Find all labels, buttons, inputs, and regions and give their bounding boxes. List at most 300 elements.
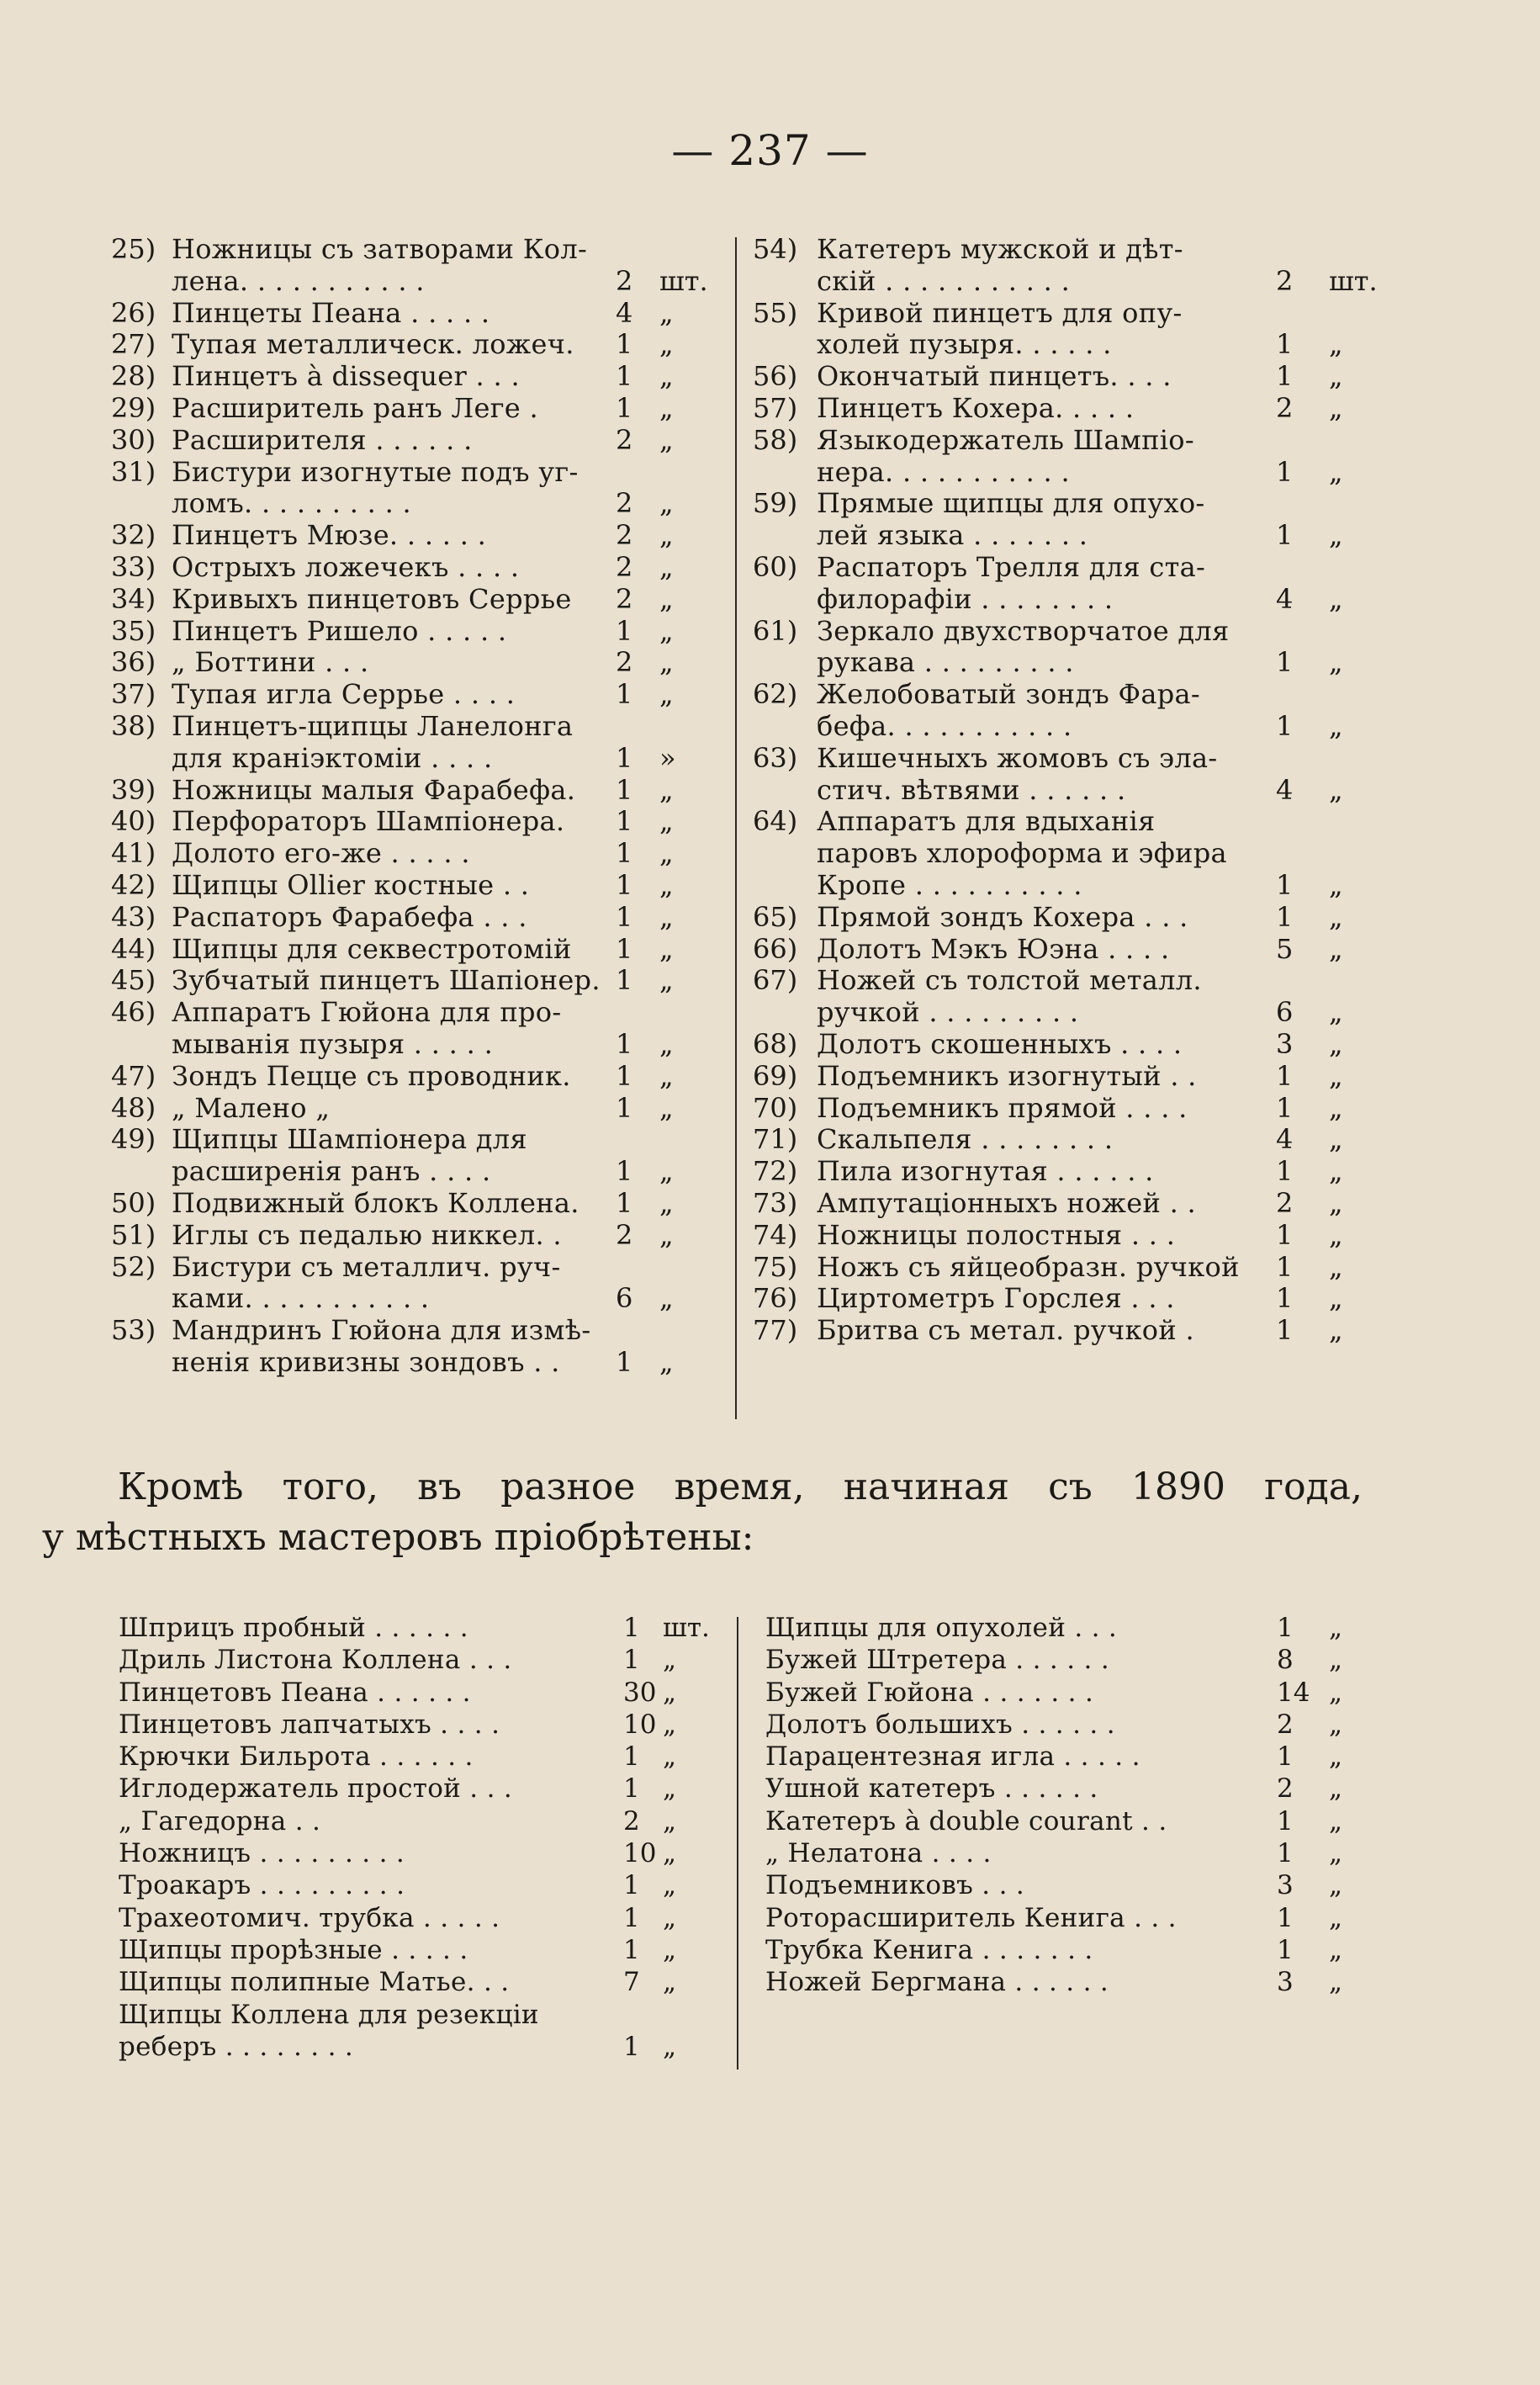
- item-text: Кишечныхъ жомовъ съ эла-: [817, 741, 1218, 774]
- list-item: [753, 743, 1358, 775]
- item-unit: „: [659, 900, 674, 933]
- item-text: Кропе . . . . . . . . . .: [817, 868, 1082, 901]
- item-number: 32): [111, 519, 156, 552]
- item-quantity: 8: [1277, 1645, 1294, 1676]
- list-item: [111, 965, 733, 997]
- list-item: [753, 806, 1358, 838]
- item-quantity: 1: [616, 1186, 633, 1219]
- item-unit: „: [659, 391, 674, 424]
- item-text: Ножницы съ затворами Кол-: [172, 233, 588, 265]
- item-quantity: 7: [623, 1967, 640, 1998]
- list-item: [765, 1677, 1346, 1709]
- item-text: нера. . . . . . . . . . .: [817, 455, 1070, 488]
- list-item: [111, 934, 733, 966]
- item-quantity: 1: [623, 1741, 640, 1773]
- item-unit: „: [1329, 1773, 1343, 1805]
- item-unit: „: [659, 296, 674, 329]
- item-number: 41): [111, 837, 156, 870]
- list-item: [765, 1644, 1346, 1676]
- item-unit: „: [659, 932, 674, 965]
- second-right-column-list: [765, 1612, 1346, 1999]
- item-text: Прямые щипцы для опухо-: [817, 487, 1205, 520]
- item-number: 52): [111, 1250, 156, 1283]
- item-quantity: 4: [1276, 1123, 1294, 1156]
- item-text: Катетеръ мужской и дѣт-: [817, 233, 1183, 265]
- list-item: [111, 1029, 733, 1061]
- list-item: [111, 838, 733, 870]
- item-quantity: 4: [616, 296, 633, 329]
- list-item: [111, 425, 733, 457]
- list-item: [753, 298, 1358, 330]
- item-unit: „: [659, 582, 674, 615]
- item-quantity: 1: [1277, 1741, 1294, 1773]
- list-item: [111, 647, 733, 679]
- item-unit: „: [1329, 1709, 1343, 1740]
- list-item: [753, 870, 1358, 902]
- item-quantity: 1: [616, 360, 633, 393]
- item-text: Бужей Гюйона . . . . . . .: [765, 1677, 1094, 1708]
- item-number: 37): [111, 678, 156, 711]
- item-unit: „: [1329, 1218, 1343, 1251]
- item-text: скій . . . . . . . . . . .: [817, 264, 1071, 297]
- item-number: 67): [753, 964, 798, 997]
- item-text: реберъ . . . . . . . .: [119, 2031, 354, 2062]
- list-item: [753, 1029, 1358, 1061]
- item-number: 68): [753, 1027, 798, 1060]
- item-text: Ножницъ . . . . . . . . .: [119, 1838, 405, 1869]
- item-text: ломъ. . . . . . . . . .: [172, 487, 412, 520]
- item-text: Щипцы прорѣзные . . . . .: [119, 1934, 468, 1965]
- item-text: Щипцы для опухолей . . .: [765, 1613, 1118, 1643]
- item-unit: „: [1329, 1741, 1343, 1773]
- item-number: 59): [753, 487, 798, 520]
- list-item: [119, 1966, 724, 1998]
- item-quantity: 1: [1276, 360, 1294, 393]
- item-number: 75): [753, 1250, 798, 1283]
- item-number: 44): [111, 932, 156, 965]
- item-quantity: 10: [623, 1838, 657, 1869]
- item-unit: „: [1329, 360, 1343, 393]
- list-item: [753, 1124, 1358, 1156]
- item-text: Щипцы для секвестротомій: [172, 932, 572, 965]
- list-item: [111, 552, 733, 584]
- item-quantity: 1: [1277, 1902, 1294, 1933]
- item-text: Пинцетовъ лапчатыхъ . . . .: [119, 1709, 500, 1740]
- item-text: Острыхъ ложечекъ . . . .: [172, 550, 520, 583]
- list-item: [111, 520, 733, 552]
- item-unit: шт.: [659, 264, 708, 297]
- item-unit: „: [659, 1027, 674, 1060]
- item-text: Распаторъ Фарабефа . . .: [172, 900, 527, 933]
- item-text: Пинцетовъ Пеана . . . . . .: [119, 1677, 471, 1708]
- item-quantity: 2: [616, 487, 633, 520]
- list-item: [753, 647, 1358, 679]
- item-unit: „: [663, 1805, 677, 1836]
- list-item: [765, 1869, 1346, 1901]
- item-quantity: 2: [1277, 1773, 1294, 1805]
- item-text: Прямой зондъ Кохера . . .: [817, 900, 1188, 933]
- item-quantity: 2: [1276, 1186, 1294, 1219]
- item-quantity: 1: [616, 1059, 633, 1092]
- item-unit: „: [659, 868, 674, 901]
- item-text: Ножей съ толстой металл.: [817, 964, 1202, 997]
- item-number: 63): [753, 741, 798, 774]
- item-unit: „: [663, 2031, 677, 2062]
- item-quantity: 2: [616, 519, 633, 552]
- item-number: 62): [753, 678, 798, 711]
- list-item: [765, 1741, 1346, 1773]
- list-item: [753, 1093, 1358, 1125]
- item-text: Мандринъ Гюйона для измѣ-: [172, 1314, 591, 1347]
- item-text: Тупая игла Серрье . . . .: [172, 678, 516, 711]
- item-number: 31): [111, 455, 156, 488]
- item-number: 50): [111, 1186, 156, 1219]
- item-text: Кривыхъ пинцетовъ Серрье: [172, 582, 572, 615]
- item-quantity: 2: [623, 1805, 640, 1836]
- list-item: [119, 1869, 724, 1901]
- item-text: Пинцетъ Ришело . . . . .: [172, 614, 507, 647]
- item-quantity: 30: [623, 1677, 657, 1708]
- item-unit: „: [1329, 1967, 1343, 1998]
- list-item: [753, 838, 1358, 870]
- item-quantity: 1: [616, 678, 633, 711]
- paragraph-line-2: у мѣстныхъ мастеровъ пріобрѣтены:: [42, 1516, 754, 1559]
- item-number: 72): [753, 1155, 798, 1188]
- item-unit: »: [659, 741, 676, 774]
- item-number: 77): [753, 1314, 798, 1347]
- item-quantity: 1: [623, 2031, 640, 2062]
- item-unit: „: [659, 614, 674, 647]
- list-item: [111, 393, 733, 425]
- item-unit: „: [659, 550, 674, 583]
- item-text: Пинцетъ Мюзе. . . . . .: [172, 519, 487, 552]
- list-item: [753, 234, 1358, 266]
- item-unit: „: [1329, 1870, 1343, 1901]
- item-number: 45): [111, 964, 156, 997]
- item-number: 38): [111, 709, 156, 742]
- item-unit: „: [1329, 1282, 1343, 1315]
- item-unit: „: [1329, 519, 1343, 552]
- list-item: [111, 1188, 733, 1220]
- list-item: [765, 1902, 1346, 1934]
- list-item: [111, 266, 733, 298]
- item-quantity: 6: [1276, 996, 1294, 1029]
- item-text: Пила изогнутая . . . . . .: [817, 1155, 1154, 1188]
- item-quantity: 1: [616, 837, 633, 870]
- item-number: 40): [111, 805, 156, 838]
- item-quantity: 2: [1276, 264, 1294, 297]
- item-quantity: 1: [616, 391, 633, 424]
- item-text: ненія кривизны зондовъ . .: [172, 1345, 560, 1378]
- second-left-column-list: [119, 1612, 724, 2063]
- item-unit: „: [659, 1059, 674, 1092]
- item-text: Зондъ Пецце съ проводник.: [172, 1059, 571, 1092]
- item-text: Долотъ большихъ . . . . . .: [765, 1709, 1115, 1740]
- item-quantity: 5: [1276, 932, 1294, 965]
- list-item: [765, 1709, 1346, 1741]
- list-item: [753, 425, 1358, 457]
- second-column-divider: [737, 1617, 738, 2070]
- list-item: [111, 743, 733, 775]
- item-quantity: 1: [616, 900, 633, 933]
- list-item: [753, 329, 1358, 361]
- list-item: [765, 1934, 1346, 1966]
- item-number: 65): [753, 900, 798, 933]
- intro-paragraph: [42, 1462, 1363, 1563]
- item-text: стич. вѣтвями . . . . . .: [817, 773, 1126, 806]
- item-text: Подъемникъ прямой . . . .: [817, 1091, 1188, 1124]
- item-quantity: 1: [1277, 1934, 1294, 1965]
- list-item: [111, 1061, 733, 1093]
- item-quantity: 3: [1276, 1027, 1294, 1060]
- item-unit: „: [1329, 1645, 1343, 1676]
- list-item: [765, 1837, 1346, 1869]
- list-item: [753, 1315, 1358, 1347]
- list-item: [111, 361, 733, 393]
- item-text: Циртометръ Горслея . . .: [817, 1282, 1175, 1315]
- item-number: 54): [753, 233, 798, 265]
- item-number: 53): [111, 1314, 156, 1347]
- list-item: [111, 234, 733, 266]
- item-unit: „: [1329, 582, 1343, 615]
- item-text: Ножей Бергмана . . . . . .: [765, 1967, 1109, 1998]
- list-item: [111, 1315, 733, 1347]
- list-item: [753, 775, 1358, 807]
- column-divider: [735, 237, 737, 1419]
- item-text: Языкодержатель Шампіо-: [817, 423, 1194, 456]
- item-quantity: 1: [623, 1870, 640, 1901]
- item-unit: „: [1329, 1186, 1343, 1219]
- item-quantity: 4: [1276, 773, 1294, 806]
- item-quantity: 3: [1277, 1870, 1294, 1901]
- item-quantity: 1: [623, 1902, 640, 1933]
- item-unit: „: [659, 805, 674, 838]
- item-quantity: 1: [616, 741, 633, 774]
- list-item: [753, 1252, 1358, 1284]
- item-quantity: 1: [616, 773, 633, 806]
- item-unit: „: [1329, 868, 1343, 901]
- item-text: филорафіи . . . . . . . .: [817, 582, 1114, 615]
- item-unit: „: [659, 678, 674, 711]
- list-item: [119, 1644, 724, 1676]
- item-text: Крючки Бильрота . . . . . .: [119, 1741, 474, 1773]
- item-unit: „: [1329, 1314, 1343, 1347]
- left-column-list: [111, 234, 733, 1379]
- list-item: [753, 361, 1358, 393]
- list-item: [111, 775, 733, 807]
- item-number: 55): [753, 296, 798, 329]
- item-unit: „: [663, 1838, 677, 1869]
- item-text: Иглодержатель простой . . .: [119, 1773, 513, 1805]
- item-text: Тупая металлическ. ложеч.: [172, 328, 574, 361]
- list-item: [119, 1805, 724, 1837]
- item-unit: „: [663, 1934, 677, 1965]
- item-quantity: 1: [1276, 1250, 1294, 1283]
- page-number: — 237 —: [671, 126, 869, 175]
- item-text: рукава . . . . . . . . .: [817, 646, 1074, 679]
- item-unit: „: [1329, 1059, 1343, 1092]
- item-number: 33): [111, 550, 156, 583]
- item-unit: „: [659, 1091, 674, 1124]
- item-unit: „: [1329, 455, 1343, 488]
- item-text: Распаторъ Трелля для ста-: [817, 550, 1206, 583]
- item-unit: „: [1329, 1091, 1343, 1124]
- list-item: [753, 552, 1358, 584]
- item-text: Расширителя . . . . . .: [172, 423, 473, 456]
- list-item: [119, 1773, 724, 1805]
- item-quantity: 1: [616, 1091, 633, 1124]
- item-text: Ножницы малыя Фарабефа.: [172, 773, 576, 806]
- item-number: 39): [111, 773, 156, 806]
- list-item: [753, 679, 1358, 711]
- item-number: 69): [753, 1059, 798, 1092]
- list-item: [753, 616, 1358, 648]
- item-number: 36): [111, 646, 156, 679]
- item-unit: „: [659, 360, 674, 393]
- list-item: [111, 584, 733, 616]
- item-unit: „: [663, 1870, 677, 1901]
- list-item: [111, 679, 733, 711]
- item-quantity: 2: [616, 646, 633, 679]
- item-unit: „: [1329, 1934, 1343, 1965]
- item-unit: „: [1329, 932, 1343, 965]
- item-unit: „: [659, 487, 674, 520]
- item-number: 61): [753, 614, 798, 647]
- item-quantity: 1: [1276, 1059, 1294, 1092]
- item-text: Ножъ съ яйцеобразн. ручкой: [817, 1250, 1240, 1283]
- item-text: Желобоватый зондъ Фара-: [817, 678, 1200, 711]
- item-quantity: 1: [616, 1155, 633, 1188]
- list-item: [119, 1741, 724, 1773]
- item-number: 46): [111, 996, 156, 1029]
- list-item: [753, 1061, 1358, 1093]
- item-text: Бистури изогнутые подъ уг-: [172, 455, 579, 488]
- list-item: [111, 488, 733, 520]
- item-unit: „: [1329, 709, 1343, 742]
- item-quantity: 1: [623, 1645, 640, 1676]
- item-text: Щипцы полипные Матье. . .: [119, 1967, 510, 1998]
- item-unit: „: [1329, 1123, 1343, 1156]
- item-text: Окончатый пинцетъ. . . .: [817, 360, 1172, 393]
- item-text: Троакаръ . . . . . . . . .: [119, 1870, 405, 1901]
- item-unit: „: [1329, 773, 1343, 806]
- item-quantity: 2: [1277, 1709, 1294, 1740]
- item-quantity: 1: [1276, 519, 1294, 552]
- list-item: [111, 711, 733, 743]
- item-text: Ампутаціонныхъ ножей . .: [817, 1186, 1197, 1219]
- item-unit: „: [663, 1967, 677, 1998]
- list-item: [753, 488, 1358, 520]
- list-item: [119, 1999, 724, 2031]
- list-item: [753, 902, 1358, 934]
- item-text: паровъ хлороформа и эфира: [817, 837, 1227, 870]
- item-unit: „: [1329, 646, 1343, 679]
- item-text: Щипцы Коллена для резекціи: [119, 1999, 539, 2030]
- item-quantity: 2: [616, 264, 633, 297]
- item-text: Иглы съ педалью никкел. .: [172, 1218, 562, 1251]
- list-item: [111, 616, 733, 648]
- item-unit: „: [663, 1677, 677, 1708]
- item-text: Роторасширитель Кенига . . .: [765, 1902, 1177, 1933]
- list-item: [111, 1283, 733, 1315]
- item-unit: „: [1329, 1805, 1343, 1836]
- list-item: [111, 329, 733, 361]
- item-number: 60): [753, 550, 798, 583]
- item-number: 66): [753, 932, 798, 965]
- item-text: Аппаратъ Гюйона для про-: [172, 996, 562, 1029]
- item-text: лей языка . . . . . . .: [817, 519, 1088, 552]
- item-unit: „: [659, 646, 674, 679]
- item-unit: „: [1329, 1613, 1343, 1643]
- item-unit: „: [1329, 1902, 1343, 1933]
- item-quantity: 1: [1277, 1805, 1294, 1836]
- item-text: Пинцетъ à dissequer . . .: [172, 360, 520, 393]
- item-text: Пинцетъ-щипцы Ланелонга: [172, 709, 574, 742]
- item-text: мыванія пузыря . . . . .: [172, 1027, 494, 1060]
- item-unit: „: [1329, 1250, 1343, 1283]
- list-item: [111, 298, 733, 330]
- paragraph-line-1: Кромѣ того, въ разное время, начиная съ 1890 года,: [118, 1465, 1363, 1508]
- item-quantity: 1: [616, 868, 633, 901]
- item-text: Катетеръ à double courant . .: [765, 1805, 1167, 1836]
- list-item: [111, 1347, 733, 1379]
- item-number: 64): [753, 805, 798, 838]
- item-number: 42): [111, 868, 156, 901]
- list-item: [111, 1124, 733, 1156]
- item-unit: „: [659, 1345, 674, 1378]
- item-text: ками. . . . . . . . . . .: [172, 1282, 430, 1315]
- item-quantity: 1: [1276, 646, 1294, 679]
- item-text: „ Гагедорна . .: [119, 1805, 321, 1836]
- item-quantity: 1: [1276, 1282, 1294, 1315]
- item-unit: „: [659, 964, 674, 997]
- item-number: 35): [111, 614, 156, 647]
- list-item: [753, 393, 1358, 425]
- list-item: [111, 1252, 733, 1284]
- item-text: Скальпеля . . . . . . . .: [817, 1123, 1114, 1156]
- item-unit: „: [659, 1282, 674, 1315]
- item-quantity: 6: [616, 1282, 633, 1315]
- list-item: [753, 520, 1358, 552]
- item-quantity: 1: [623, 1934, 640, 1965]
- list-item: [753, 1283, 1358, 1315]
- item-text: холей пузыря. . . . . .: [817, 328, 1112, 361]
- item-number: 74): [753, 1218, 798, 1251]
- item-unit: „: [659, 328, 674, 361]
- item-number: 71): [753, 1123, 798, 1156]
- item-text: „ Малено „: [172, 1091, 331, 1124]
- item-quantity: 1: [1277, 1613, 1294, 1643]
- item-text: Зубчатый пинцетъ Шапіонер.: [172, 964, 601, 997]
- item-unit: „: [659, 1155, 674, 1188]
- item-quantity: 1: [616, 805, 633, 838]
- item-text: Долотъ Мэкъ Юэна . . . .: [817, 932, 1170, 965]
- list-item: [119, 2031, 724, 2063]
- item-quantity: 2: [616, 550, 633, 583]
- item-number: 47): [111, 1059, 156, 1092]
- item-unit: „: [1329, 391, 1343, 424]
- item-text: Подъемниковъ . . .: [765, 1870, 1025, 1901]
- item-number: 58): [753, 423, 798, 456]
- list-item: [111, 997, 733, 1029]
- item-quantity: 1: [616, 932, 633, 965]
- item-unit: „: [1329, 328, 1343, 361]
- item-unit: „: [1329, 900, 1343, 933]
- item-quantity: 1: [623, 1613, 640, 1643]
- item-number: 28): [111, 360, 156, 393]
- list-item: [753, 965, 1358, 997]
- item-unit: „: [1329, 1838, 1343, 1869]
